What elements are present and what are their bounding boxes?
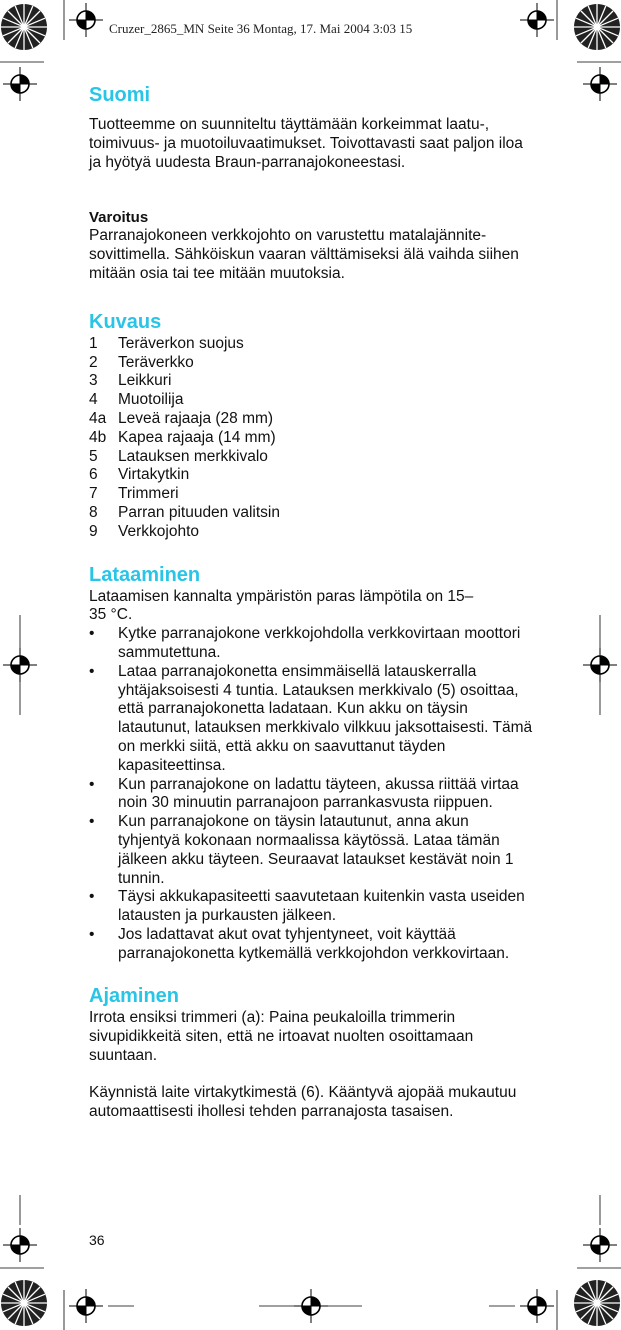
charging-list xyxy=(89,625,534,963)
registration-mark-icon xyxy=(69,3,103,37)
list-item: 8 Parran pituuden valitsin xyxy=(89,503,280,521)
section-lataaminen xyxy=(89,562,534,964)
star-target-icon xyxy=(574,1280,620,1326)
registration-mark-icon xyxy=(69,1289,103,1323)
charging-intro: Lataamisen kannalta ympäristön paras lämpötila on 15–35 °C. xyxy=(89,587,474,624)
star-target-icon xyxy=(574,4,620,50)
list-item: • Täysi akkukapasiteetti saavutetaan kuitenkin vasta useiden latausten ja purkausten jälkeen. xyxy=(89,888,525,925)
parts-list xyxy=(89,335,534,542)
star-target-icon xyxy=(1,4,47,50)
warning-text: Parranajokoneen verkkojohto on varustettu matalajännite-sovittimella. Sähköiskun vaaran välttämiseksi älä vaihda siihen mitään osia tai tee mitään muutoksia. xyxy=(89,227,519,282)
page-number: 36 xyxy=(89,1232,105,1248)
list-item: 9 Verkkojohto xyxy=(89,522,199,540)
registration-mark-icon xyxy=(3,648,37,682)
list-item: 4a Leveä rajaaja (28 mm) xyxy=(89,409,274,427)
section-title-lataaminen: Lataaminen xyxy=(89,563,201,586)
operating-paragraph-1: Irrota ensiksi trimmeri (a): Paina peukaloilla trimmerin sivupidikkeitä siten, että ne irtoavat nuolten osoittamaan suuntaan. xyxy=(89,1009,474,1065)
section-warning xyxy=(89,209,534,283)
print-slug: Cruzer_2865_MN Seite 36 Montag, 17. Mai 2004 3:03 15 xyxy=(109,21,413,36)
section-title-ajaminen: Ajaminen xyxy=(89,985,180,1008)
registration-mark-icon xyxy=(520,3,554,37)
main-content xyxy=(89,82,534,1121)
operating-paragraph-2: Käynnistä laite virtakytkimestä (6). Kääntyvä ajopää mukautuu automaattisesti ihollesi tehden parranajosta tasaisen. xyxy=(89,1083,517,1120)
section-kuvaus xyxy=(89,309,534,542)
list-item: 7 Trimmeri xyxy=(89,485,179,503)
registration-mark-icon xyxy=(583,67,617,101)
section-suomi xyxy=(89,82,534,172)
list-item: • Kytke parranajokone verkkojohdolla verkkovirtaan moottori sammutettuna. xyxy=(89,625,521,661)
list-item: • Kun parranajokone on täysin latautunut, anna akun tyhjentyä kokonaan normaalissa käytössä. Lataa tämän jälkeen akku täyteen. Seuraavat lataukset kestävät noin 1 tunnin. xyxy=(89,813,514,887)
registration-mark-icon xyxy=(583,648,617,682)
list-item: 5 Latauksen merkkivalo xyxy=(89,447,268,465)
registration-mark-icon xyxy=(294,1289,328,1323)
star-target-icon xyxy=(1,1280,47,1326)
list-item: 3 Leikkuri xyxy=(89,372,172,390)
section-ajaminen xyxy=(89,983,534,1121)
list-item: 4b Kapea rajaaja (14 mm) xyxy=(89,428,276,446)
list-item: 4 Muotoilija xyxy=(89,391,184,409)
list-item: 2 Teräverkko xyxy=(89,353,194,371)
list-item: • Lataa parranajokonetta ensimmäisellä latauskerralla yhtäjaksoisesti 4 tuntia. Latauksen merkkivalo (5) osoittaa, että parranajokonetta ladataan. Kun akku on täysin latautunut, latauksen merkkivalo vilkkuu jaksottaisesti. Tämä on merkki siitä, että akku on saavuttanut täyden kapasiteettinsa. xyxy=(89,662,533,774)
registration-mark-icon xyxy=(3,1228,37,1262)
registration-mark-icon xyxy=(520,1289,554,1323)
intro-paragraph: Tuotteemme on suunniteltu täyttämään korkeimmat laatu-, toimivuus- ja muotoiluvaatimukset. Toivottavasti saat paljon iloa ja hyötyä uudesta Braun-parranajokoneestasi. xyxy=(89,116,523,171)
list-item: • Jos ladattavat akut ovat tyhjentyneet, voit käyttää parranajokonetta kytkemällä verkkojohdon verkkovirtaan. xyxy=(89,925,510,962)
registration-mark-icon xyxy=(3,67,37,101)
list-item: 1 Teräverkon suojus xyxy=(89,334,244,352)
warning-title: Varoitus xyxy=(89,209,149,227)
list-item: 6 Virtakytkin xyxy=(89,466,190,484)
list-item: • Kun parranajokone on ladattu täyteen, akussa riittää virtaa noin 30 minuutin parranajoon parrankasvusta riippuen. xyxy=(89,775,519,812)
section-title-suomi: Suomi xyxy=(89,84,151,106)
section-title-kuvaus: Kuvaus xyxy=(89,310,162,333)
registration-mark-icon xyxy=(583,1228,617,1262)
